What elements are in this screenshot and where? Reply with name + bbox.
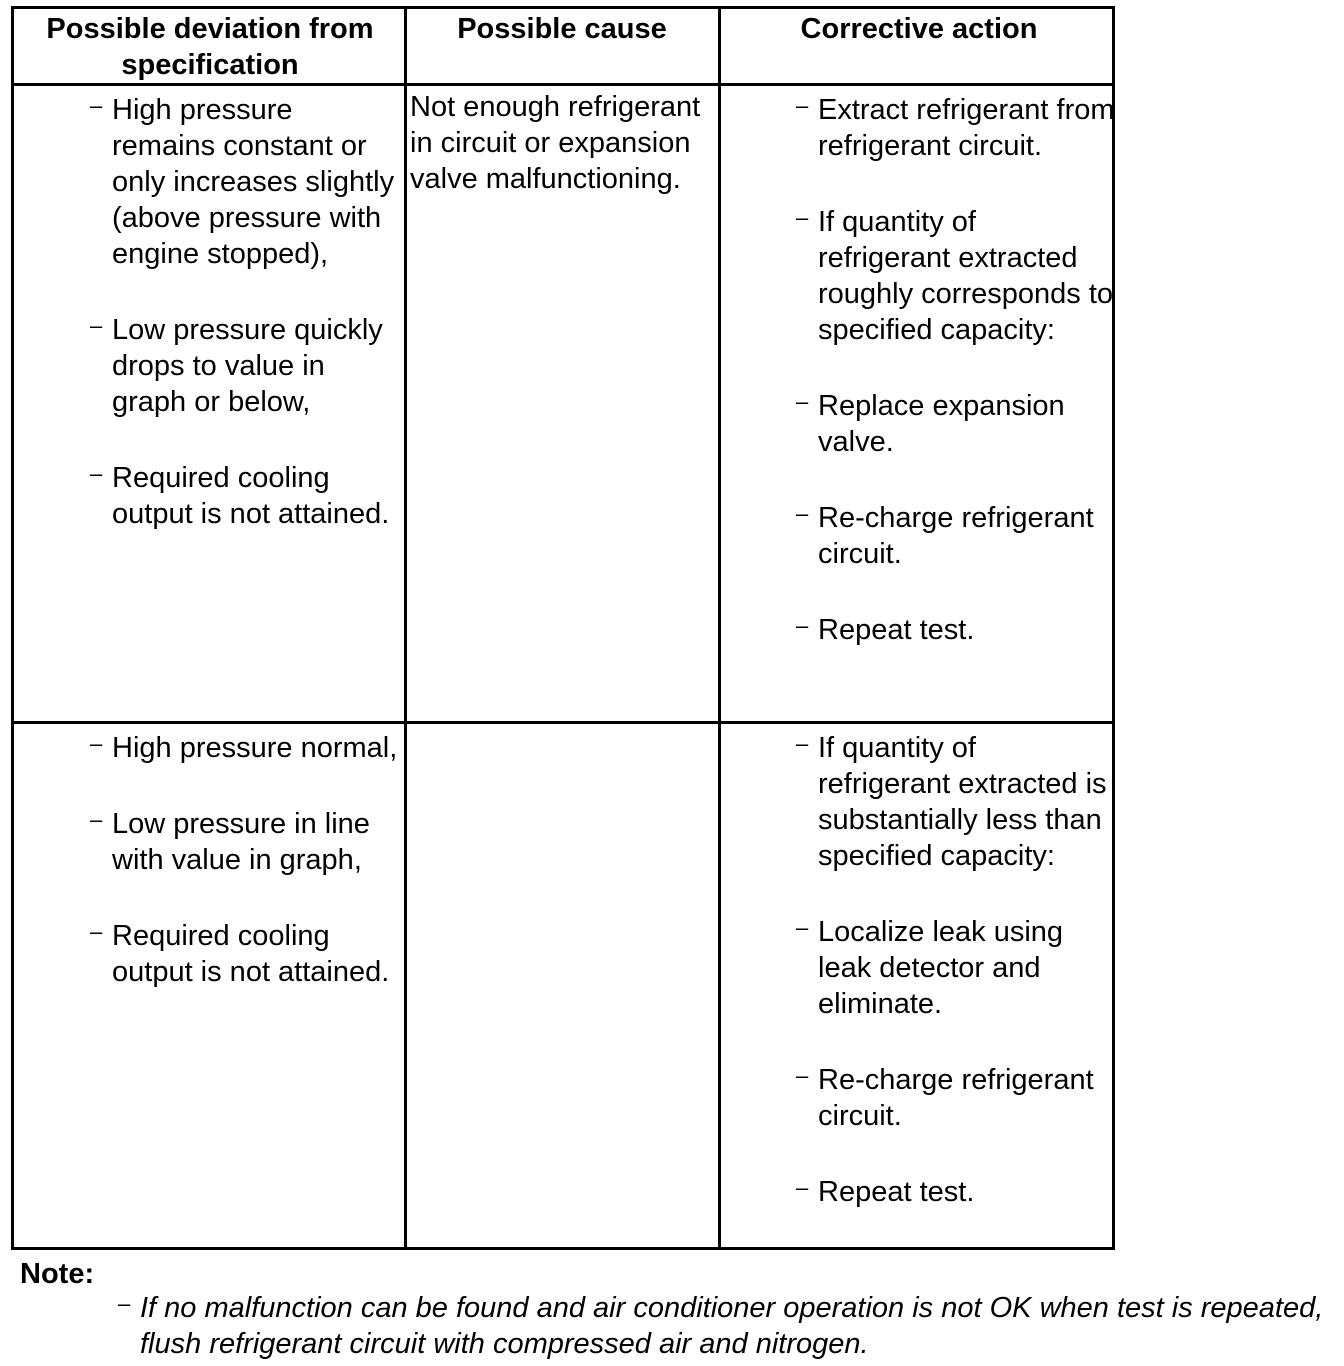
list-item: – Required cooling output is not attained. <box>90 918 406 990</box>
header-cause: Possible cause <box>457 13 667 45</box>
header-action: Corrective action <box>800 13 1038 45</box>
row2-deviation-cell <box>90 730 406 1030</box>
row2-action-cell <box>796 730 1116 1250</box>
row1-deviation-cell <box>90 92 402 572</box>
list-item: – Required cooling output is not attained. <box>90 460 402 532</box>
row-divider <box>14 721 1112 724</box>
row1-cause-cell: Not enough refrigerant in circuit or expansion valve malfunctioning. <box>410 91 701 195</box>
list-item: – Extract refrigerant from refrigerant circuit. <box>796 92 1116 164</box>
list-item: – Low pressure in line with value in graph, <box>90 806 406 878</box>
note-title: Note: <box>20 1258 95 1290</box>
list-item: – Repeat test. <box>796 612 1116 648</box>
column-divider-1 <box>404 9 407 1247</box>
list-item: – Repeat test. <box>796 1174 1116 1210</box>
header-divider <box>14 83 1112 86</box>
list-item: – Localize leak using leak detector and eliminate. <box>796 914 1116 1022</box>
list-item: – If quantity of refrigerant extracted roughly corresponds to specified capacity: <box>796 204 1116 348</box>
list-item: – Re-charge refrigerant circuit. <box>796 500 1116 572</box>
column-divider-2 <box>718 9 721 1247</box>
list-item: – High pressure remains constant or only increases slightly (above pressure with engine stopped), <box>90 92 402 272</box>
row1-action-cell <box>796 92 1116 688</box>
list-item: – Re-charge refrigerant circuit. <box>796 1062 1116 1134</box>
diagnosis-table <box>11 6 1115 1250</box>
note-text: – If no malfunction can be found and air conditioner operation is not OK when test is repeated, flush refrigerant circuit with compressed air and nitrogen. <box>118 1290 1340 1362</box>
list-item: – High pressure normal, <box>90 730 406 766</box>
list-item: – Low pressure quickly drops to value in graph or below, <box>90 312 402 420</box>
list-item: – Replace expansion valve. <box>796 388 1116 460</box>
list-item: – If quantity of refrigerant extracted is substantially less than specified capacity: <box>796 730 1116 874</box>
header-deviation: Possible deviation from specification <box>46 13 374 81</box>
